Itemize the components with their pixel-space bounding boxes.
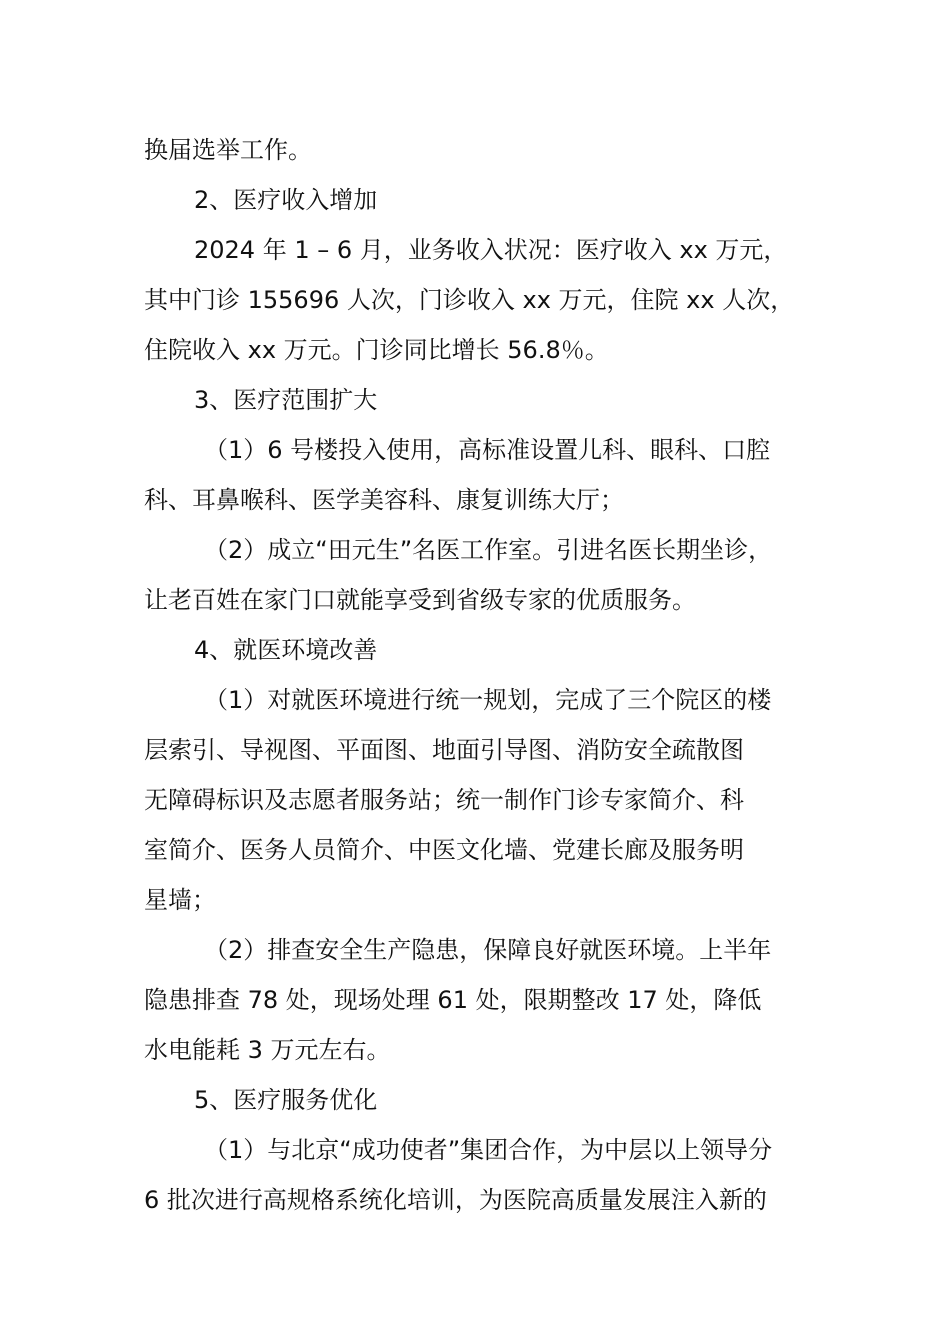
paragraph-line: 水电能耗 3 万元左右。 <box>144 1036 391 1064</box>
paragraph-line: 换届选举工作。 <box>144 136 312 164</box>
paragraph-line: （1）对就医环境进行统一规划，完成了三个院区的楼 <box>204 686 772 714</box>
paragraph-line: 6 批次进行高规格系统化培训，为医院高质量发展注入新的 <box>144 1186 767 1214</box>
paragraph-line: （2）成立“田元生”名医工作室。引进名医长期坐诊， <box>204 536 773 564</box>
section-heading: 5、医疗服务优化 <box>194 1086 378 1114</box>
section-heading: 2、医疗收入增加 <box>194 186 378 214</box>
paragraph-line: 科、耳鼻喉科、医学美容科、康复训练大厅； <box>144 486 624 514</box>
paragraph-line: 隐患排查 78 处，现场处理 61 处，限期整改 17 处，降低 <box>144 986 762 1014</box>
paragraph-line: 星墙； <box>144 886 216 914</box>
paragraph-line: （1）与北京“成功使者”集团合作，为中层以上领导分 <box>204 1136 773 1164</box>
section-heading: 4、就医环境改善 <box>194 636 378 664</box>
paragraph-line: 室简介、医务人员简介、中医文化墙、党建长廊及服务明 <box>144 836 744 864</box>
paragraph-line: 无障碍标识及志愿者服务站；统一制作门诊专家简介、科 <box>144 786 744 814</box>
paragraph-line: 让老百姓在家门口就能享受到省级专家的优质服务。 <box>144 586 696 614</box>
paragraph-line: 住院收入 xx 万元。门诊同比增长 56.8％。 <box>144 336 609 364</box>
paragraph-line: 2024 年 1 – 6 月，业务收入状况：医疗收入 xx 万元， <box>194 236 788 264</box>
paragraph-line: （2）排查安全生产隐患，保障良好就医环境。上半年 <box>204 936 772 964</box>
paragraph-line: （1）6 号楼投入使用，高标准设置儿科、眼科、口腔 <box>204 436 771 464</box>
paragraph-line: 层索引、导视图、平面图、地面引导图、消防安全疏散图 <box>144 736 744 764</box>
paragraph-line: 其中门诊 155696 人次，门诊收入 xx 万元，住院 xx 人次， <box>144 286 795 314</box>
section-heading: 3、医疗范围扩大 <box>194 386 378 414</box>
